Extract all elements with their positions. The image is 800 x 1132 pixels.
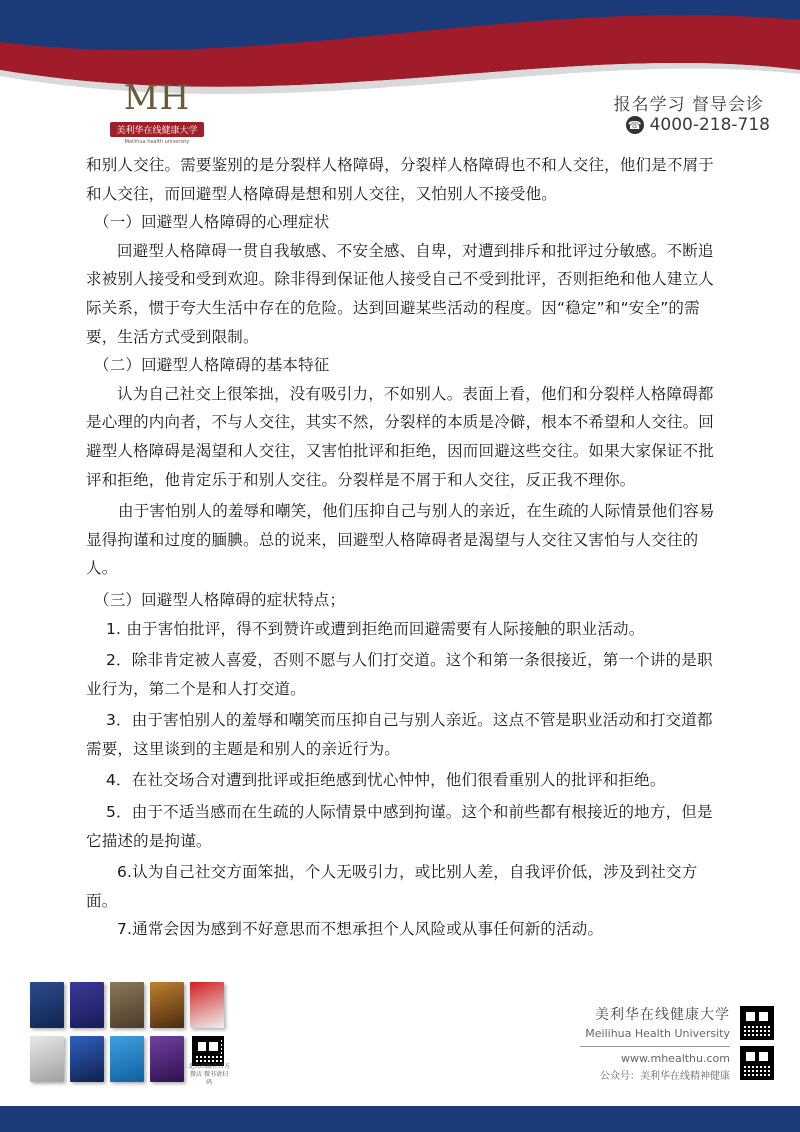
book-cover bbox=[110, 982, 144, 1028]
divider bbox=[580, 1046, 730, 1047]
list-item: 3．由于害怕别人的羞辱和嘲笑而压抑自己与别人亲近。这点不管是职业活动和打交道都需要，这里谈到的主题是和别人的亲近行为。 bbox=[86, 711, 713, 758]
phone-icon: ☎ bbox=[626, 116, 644, 134]
list-item: 4．在社交场合对遭到批评或拒绝感到忧心忡忡，他们很看重别人的批评和拒绝。 bbox=[106, 771, 666, 790]
footer-bar bbox=[0, 1106, 800, 1132]
paragraph: 和别人交往。需要鉴别的是分裂样人格障碍，分裂样人格障碍也不和人交往，他们是不屑于和人交往，而回避型人格障碍是想和别人交往，又怕别人不接受他。 bbox=[86, 156, 715, 203]
qr-code bbox=[740, 1046, 774, 1080]
list-item: 7.通常会因为感到不好意思而不想承担个人风险或从事任何新的活动。 bbox=[117, 920, 604, 939]
qr-code bbox=[740, 1006, 774, 1040]
university-name-en: Meilihua Health University bbox=[585, 1027, 730, 1040]
list-item: 1. 由于害怕批评，得不到赞许或遭到拒绝而回避需要有人际接触的职业活动。 bbox=[106, 619, 645, 638]
paragraph: 由于害怕别人的羞辱和嘲笑，他们压抑自己与别人的亲近，在生疏的人际情景他们容易显得拘谨和过度的腼腆。总的说来，回避型人格障碍者是渴望与人交往又害怕与人交往的人。 bbox=[86, 502, 715, 578]
logo-ribbon: 美利华在线健康大学 bbox=[110, 122, 203, 137]
section-heading: （一）回避型人格障碍的心理症状 bbox=[94, 213, 330, 232]
book-qr-caption: 北大出版社官方微店 微书请扫码 bbox=[188, 1063, 231, 1086]
list-item: 6.认为自己社交方面笨拙，个人无吸引力，或比别人差，自我评价低，涉及到社交方面。 bbox=[86, 863, 698, 910]
logo-subtitle: Meilihua health university bbox=[124, 139, 190, 145]
wechat-account: 公众号：美利华在线精神健康 bbox=[600, 1071, 730, 1082]
book-cover bbox=[70, 1036, 104, 1082]
book-cover bbox=[30, 1036, 64, 1082]
footer-info bbox=[560, 1004, 730, 1082]
section-heading: （三）回避型人格障碍的症状特点； bbox=[94, 590, 346, 609]
website-url: www.mhealthu.com bbox=[621, 1052, 730, 1065]
section-heading: （二）回避型人格障碍的基本特征 bbox=[94, 356, 330, 375]
document-body bbox=[86, 151, 726, 944]
qr-code bbox=[192, 1036, 224, 1066]
header-phone bbox=[626, 115, 770, 135]
phone-number: 4000-218-718 bbox=[649, 115, 770, 135]
paragraph: 回避型人格障碍一贯自我敏感、不安全感、自卑，对遭到排斥和批评过分敏感。不断追求被别人接受和受到欢迎。除非得到保证他人接受自己不受到批评，否则拒绝和他人建立人际关系，惯于夸大生活中存在的危险。达到回避某些活动的程度。因“稳定”和“安全”的需要，生活方式受到限制。 bbox=[86, 241, 715, 346]
logo bbox=[104, 78, 210, 148]
university-name-cn: 美利华在线健康大学 bbox=[595, 1007, 730, 1023]
header-slogan: 报名学习 督导会诊 bbox=[613, 95, 764, 115]
list-item: 5．由于不适当感而在生疏的人际情景中感到拘谨。这个和前些都有根接近的地方，但是它描述的是拘谨。 bbox=[86, 803, 713, 850]
book-cover bbox=[150, 1036, 184, 1082]
list-item: 2．除非肯定被人喜爱，否则不愿与人们打交道。这个和第一条很接近，第一个讲的是职业行为，第二个是和人打交道。 bbox=[86, 651, 713, 698]
book-cover bbox=[150, 982, 184, 1028]
book-cover bbox=[110, 1036, 144, 1082]
book-cover bbox=[30, 982, 64, 1028]
book-cover bbox=[70, 982, 104, 1028]
logo-mark: MH bbox=[123, 78, 191, 118]
book-cover bbox=[190, 982, 224, 1028]
paragraph: 认为自己社交上很笨拙，没有吸引力，不如别人。表面上看，他们和分裂样人格障碍都是心理的内向者，不与人交往，其实不然，分裂样的本质是冷僻，根本不希望和人交往。回避型人格障碍是渴望和人交往，又害怕批评和拒绝，因而回避这些交往。如果大家保证不批评和拒绝，他肯定乐于和别人交往。分裂样是不屑于和人交往，反正我不理你。 bbox=[86, 384, 715, 489]
